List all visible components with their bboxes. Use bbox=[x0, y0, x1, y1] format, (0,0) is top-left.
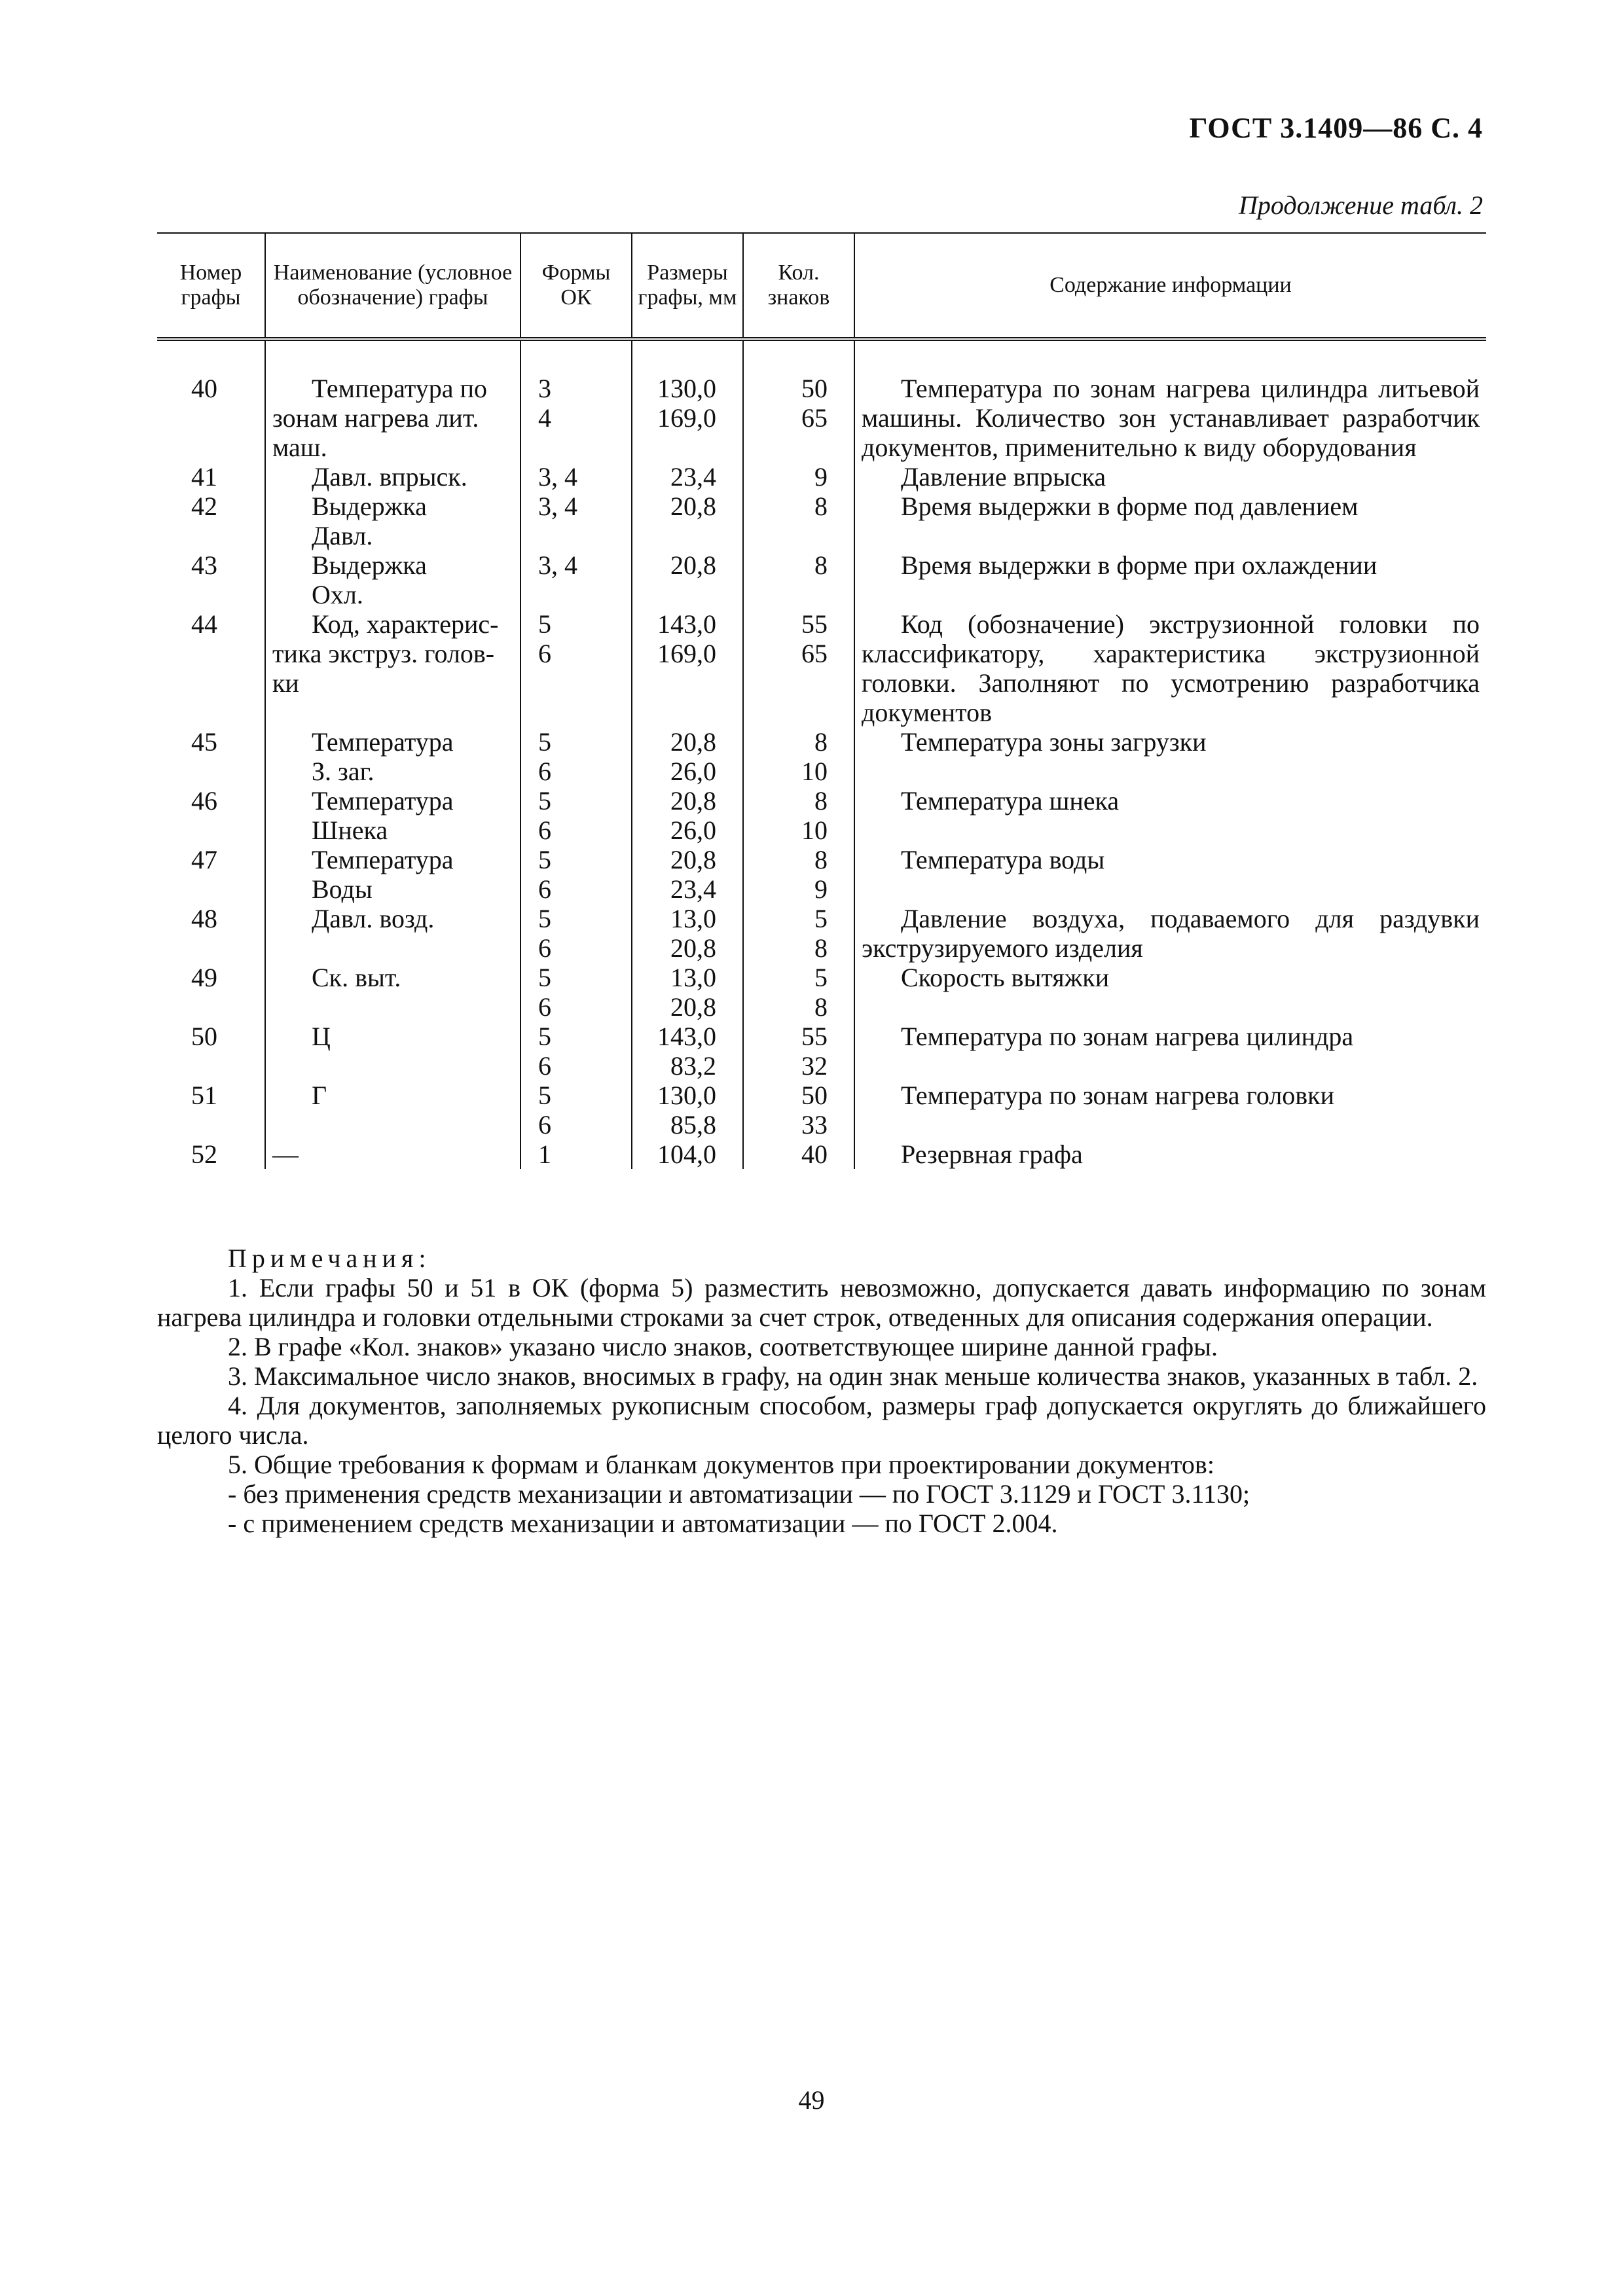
cell-line: 13,0 bbox=[670, 963, 716, 992]
cell-char-count bbox=[743, 492, 854, 550]
table-row bbox=[157, 727, 1486, 786]
cell-number: 43 bbox=[191, 550, 217, 580]
table-row bbox=[157, 462, 1486, 492]
cell-size bbox=[632, 963, 743, 1022]
cell-size bbox=[632, 1022, 743, 1081]
cell-line: Охл. bbox=[312, 580, 363, 609]
cell-info bbox=[854, 492, 1486, 550]
cell-number: 52 bbox=[191, 1139, 217, 1169]
cell-size bbox=[632, 339, 743, 462]
cell-line: 5 bbox=[814, 904, 828, 933]
table-continuation-label: Продолжение табл. 2 bbox=[1238, 190, 1483, 220]
cell-number: 46 bbox=[191, 786, 217, 816]
cell-char-count bbox=[743, 963, 854, 1022]
note-item: 4. Для документов, заполняемых рукописным способом, размеры граф допускается округлять до ближайшего целого числа. bbox=[157, 1391, 1486, 1450]
cell-size bbox=[632, 462, 743, 492]
table-row bbox=[157, 1022, 1486, 1081]
cell-char-count bbox=[743, 462, 854, 492]
cell-info bbox=[854, 845, 1486, 904]
col-header-char-count: Кол. знаков bbox=[743, 233, 854, 339]
cell-forms bbox=[520, 963, 632, 1022]
cell-line: 50 bbox=[801, 1081, 828, 1110]
cell-name bbox=[265, 462, 520, 492]
cell-info bbox=[854, 963, 1486, 1022]
cell-name bbox=[265, 904, 520, 963]
cell-line: 6 bbox=[538, 933, 551, 963]
cell-line: З. заг. bbox=[312, 757, 374, 786]
cell-line: зонам нагрева лит. bbox=[272, 403, 479, 433]
cell-char-count bbox=[743, 786, 854, 845]
cell-line: 83,2 bbox=[670, 1051, 716, 1081]
cell-line: 85,8 bbox=[670, 1110, 716, 1139]
cell-line: 5 bbox=[538, 1022, 551, 1051]
cell-forms bbox=[520, 609, 632, 727]
table-row bbox=[157, 609, 1486, 727]
cell-line: 55 bbox=[801, 609, 828, 639]
columns-table bbox=[157, 232, 1486, 1169]
cell-name bbox=[265, 845, 520, 904]
cell-line: 169,0 bbox=[657, 639, 716, 668]
col-header-forms: Формы ОК bbox=[520, 233, 632, 339]
cell-size bbox=[632, 1139, 743, 1169]
cell-line: 55 bbox=[801, 1022, 828, 1051]
table-row bbox=[157, 1081, 1486, 1139]
cell-char-count bbox=[743, 845, 854, 904]
cell-name bbox=[265, 727, 520, 786]
note-item: 3. Максимальное число знаков, вносимых в графу, на один знак меньше количества знаков, указанных в табл. 2. bbox=[228, 1361, 1478, 1391]
table-body bbox=[157, 339, 1486, 1169]
cell-name bbox=[265, 1081, 520, 1139]
cell-line: 8 bbox=[814, 992, 828, 1022]
table-row bbox=[157, 339, 1486, 462]
cell-line: 130,0 bbox=[657, 1081, 716, 1110]
cell-line: 104,0 bbox=[657, 1139, 716, 1169]
cell-line: 20,8 bbox=[670, 786, 716, 816]
cell-size bbox=[632, 845, 743, 904]
table-row bbox=[157, 550, 1486, 609]
cell-info bbox=[854, 1139, 1486, 1169]
cell-line: 8 bbox=[814, 550, 828, 580]
cell-forms bbox=[520, 1139, 632, 1169]
page-number: 49 bbox=[798, 2085, 825, 2115]
cell-name bbox=[265, 1139, 520, 1169]
cell-line: 6 bbox=[538, 757, 551, 786]
cell-line: Воды bbox=[312, 874, 373, 904]
cell-info-text: Температура по зонам нагрева цилиндра bbox=[901, 1022, 1354, 1051]
cell-name bbox=[265, 786, 520, 845]
cell-number: 47 bbox=[191, 845, 217, 874]
cell-line: Код, характерис- bbox=[312, 609, 499, 639]
cell-number: 40 bbox=[191, 374, 217, 403]
cell-line: 20,8 bbox=[670, 492, 716, 521]
notes-title: Примечания: bbox=[228, 1244, 431, 1273]
cell-line: 5 bbox=[538, 786, 551, 816]
cell-line: 20,8 bbox=[670, 845, 716, 874]
cell-line: Давл. bbox=[312, 521, 373, 550]
cell-size bbox=[632, 786, 743, 845]
cell-line: Выдержка bbox=[312, 550, 427, 580]
cell-line: Шнека bbox=[312, 816, 388, 845]
cell-line: 5 bbox=[538, 727, 551, 757]
cell-line: 3, 4 bbox=[538, 492, 577, 521]
cell-line: 50 bbox=[801, 374, 828, 403]
cell-forms bbox=[520, 904, 632, 963]
cell-size bbox=[632, 550, 743, 609]
cell-forms bbox=[520, 1081, 632, 1139]
cell-line: 6 bbox=[538, 816, 551, 845]
cell-line: 20,8 bbox=[670, 727, 716, 757]
note-item: 5. Общие требования к формам и бланкам документов при проектировании документов: bbox=[228, 1450, 1214, 1479]
cell-info-text: Скорость вытяжки bbox=[901, 963, 1110, 992]
cell-line: ки bbox=[272, 668, 299, 698]
table-row bbox=[157, 963, 1486, 1022]
table-row bbox=[157, 492, 1486, 550]
cell-line: 33 bbox=[801, 1110, 828, 1139]
cell-forms bbox=[520, 1022, 632, 1081]
cell-name bbox=[265, 339, 520, 462]
cell-info bbox=[854, 904, 1486, 963]
cell-line: 3, 4 bbox=[538, 550, 577, 580]
cell-line: 1 bbox=[538, 1139, 551, 1169]
cell-forms bbox=[520, 550, 632, 609]
cell-info-text: Температура шнека bbox=[901, 786, 1120, 816]
cell-name bbox=[265, 609, 520, 727]
note-bullet: - без применения средств механизации и автоматизации — по ГОСТ 3.1129 и ГОСТ 3.1130; bbox=[228, 1479, 1250, 1509]
cell-line: 10 bbox=[801, 816, 828, 845]
cell-line: — bbox=[272, 1139, 299, 1169]
cell-info bbox=[854, 727, 1486, 786]
note-item: 1. Если графы 50 и 51 в ОК (форма 5) разместить невозможно, допускается давать информацию по зонам нагрева цилиндра и головки отдельными строками за счет строк, отведенных для описания содержания операции. bbox=[157, 1273, 1486, 1332]
cell-line: 13,0 bbox=[670, 904, 716, 933]
cell-line: 5 bbox=[538, 963, 551, 992]
cell-info bbox=[854, 1022, 1486, 1081]
cell-line: 5 bbox=[814, 963, 828, 992]
cell-line: Температура bbox=[312, 845, 454, 874]
cell-line: 8 bbox=[814, 786, 828, 816]
cell-line: 6 bbox=[538, 992, 551, 1022]
cell-char-count bbox=[743, 609, 854, 727]
cell-line: 5 bbox=[538, 1081, 551, 1110]
col-header-size: Размеры графы, мм bbox=[632, 233, 743, 339]
cell-line: 169,0 bbox=[657, 403, 716, 433]
cell-line: 6 bbox=[538, 874, 551, 904]
cell-line: Давл. впрыск. bbox=[312, 462, 467, 492]
cell-line: Температура по bbox=[312, 374, 487, 403]
cell-line: 23,4 bbox=[670, 874, 716, 904]
cell-number: 48 bbox=[191, 904, 217, 933]
cell-char-count bbox=[743, 1022, 854, 1081]
cell-line: Температура bbox=[312, 727, 454, 757]
cell-size bbox=[632, 904, 743, 963]
notes-section bbox=[157, 1244, 1486, 1538]
cell-char-count bbox=[743, 1081, 854, 1139]
cell-number: 44 bbox=[191, 609, 217, 639]
cell-line: 3, 4 bbox=[538, 462, 577, 492]
cell-size bbox=[632, 1081, 743, 1139]
cell-name bbox=[265, 492, 520, 550]
cell-line: 23,4 bbox=[670, 462, 716, 492]
cell-info-text: Давление воздуха, подаваемого для раздувки экструзируемого изделия bbox=[862, 904, 1480, 963]
cell-info-text: Температура по зонам нагрева цилиндра литьевой машины. Количество зон устанавливает разработчик документов, применительно к виду оборудования bbox=[862, 374, 1480, 462]
cell-line: Выдержка bbox=[312, 492, 427, 521]
cell-line: Ц bbox=[312, 1022, 331, 1051]
cell-line: 8 bbox=[814, 933, 828, 963]
cell-char-count bbox=[743, 339, 854, 462]
cell-line: 32 bbox=[801, 1051, 828, 1081]
cell-forms bbox=[520, 462, 632, 492]
cell-number: 51 bbox=[191, 1081, 217, 1110]
cell-info bbox=[854, 786, 1486, 845]
cell-line: 40 bbox=[801, 1139, 828, 1169]
cell-name bbox=[265, 1022, 520, 1081]
cell-line: 4 bbox=[538, 403, 551, 433]
cell-info-text: Температура зоны загрузки bbox=[901, 727, 1207, 757]
cell-name bbox=[265, 963, 520, 1022]
cell-info bbox=[854, 550, 1486, 609]
cell-info-text: Давление впрыска bbox=[901, 462, 1106, 492]
cell-line: 9 bbox=[814, 874, 828, 904]
cell-info bbox=[854, 462, 1486, 492]
cell-char-count bbox=[743, 904, 854, 963]
cell-forms bbox=[520, 339, 632, 462]
cell-info bbox=[854, 1081, 1486, 1139]
cell-line: 5 bbox=[538, 845, 551, 874]
note-bullet: - с применением средств механизации и автоматизации — по ГОСТ 2.004. bbox=[228, 1509, 1058, 1538]
cell-line: 65 bbox=[801, 639, 828, 668]
cell-line: 6 bbox=[538, 639, 551, 668]
cell-char-count bbox=[743, 550, 854, 609]
cell-size bbox=[632, 492, 743, 550]
cell-line: 26,0 bbox=[670, 816, 716, 845]
cell-line: 20,8 bbox=[670, 992, 716, 1022]
table-row bbox=[157, 904, 1486, 963]
cell-info-text: Резервная графа bbox=[901, 1139, 1083, 1169]
cell-forms bbox=[520, 786, 632, 845]
cell-number: 45 bbox=[191, 727, 217, 757]
cell-line: 20,8 bbox=[670, 933, 716, 963]
cell-line: 130,0 bbox=[657, 374, 716, 403]
cell-forms bbox=[520, 492, 632, 550]
cell-name bbox=[265, 550, 520, 609]
cell-line: Г bbox=[312, 1081, 327, 1110]
cell-info-text: Температура по зонам нагрева головки bbox=[901, 1081, 1335, 1110]
cell-line: 65 bbox=[801, 403, 828, 433]
cell-line: 143,0 bbox=[657, 609, 716, 639]
cell-size bbox=[632, 609, 743, 727]
cell-forms bbox=[520, 727, 632, 786]
cell-number: 42 bbox=[191, 492, 217, 521]
cell-line: Давл. возд. bbox=[312, 904, 435, 933]
cell-size bbox=[632, 727, 743, 786]
cell-line: 6 bbox=[538, 1051, 551, 1081]
cell-char-count bbox=[743, 1139, 854, 1169]
cell-line: тика экструз. голов- bbox=[272, 639, 495, 668]
cell-line: 8 bbox=[814, 727, 828, 757]
cell-line: 9 bbox=[814, 462, 828, 492]
cell-info-text: Температура воды bbox=[901, 845, 1105, 874]
cell-line: 5 bbox=[538, 904, 551, 933]
cell-line: 26,0 bbox=[670, 757, 716, 786]
cell-forms bbox=[520, 845, 632, 904]
cell-line: 8 bbox=[814, 845, 828, 874]
table-row bbox=[157, 786, 1486, 845]
cell-line: Ск. выт. bbox=[312, 963, 401, 992]
cell-line: Температура bbox=[312, 786, 454, 816]
cell-line: 3 bbox=[538, 374, 551, 403]
table-row bbox=[157, 845, 1486, 904]
cell-line: 143,0 bbox=[657, 1022, 716, 1051]
cell-info bbox=[854, 609, 1486, 727]
cell-line: 20,8 bbox=[670, 550, 716, 580]
cell-line: 8 bbox=[814, 492, 828, 521]
cell-info-text: Время выдержки в форме под давлением bbox=[901, 492, 1359, 521]
col-header-name: Наименование (условное обозначение) графы bbox=[265, 233, 520, 339]
col-header-info: Содержание информации bbox=[854, 233, 1486, 339]
cell-number: 50 bbox=[191, 1022, 217, 1051]
cell-info bbox=[854, 339, 1486, 462]
cell-line: 10 bbox=[801, 757, 828, 786]
cell-info-text: Время выдержки в форме при охлаждении bbox=[901, 550, 1377, 580]
table-row bbox=[157, 1139, 1486, 1169]
running-head: ГОСТ 3.1409—86 С. 4 bbox=[1189, 112, 1483, 144]
table-header-row bbox=[157, 233, 1486, 339]
col-header-number: Номер графы bbox=[157, 233, 265, 339]
cell-char-count bbox=[743, 727, 854, 786]
cell-info-text: Код (обозначение) экструзионной головки по классификатору, характеристика экструзионной головки. Заполняют по усмотрению разработчика документов bbox=[862, 609, 1480, 727]
cell-line: 5 bbox=[538, 609, 551, 639]
cell-line: маш. bbox=[272, 433, 327, 462]
note-item: 2. В графе «Кол. знаков» указано число знаков, соответствующее ширине данной графы. bbox=[228, 1332, 1218, 1361]
cell-line: 6 bbox=[538, 1110, 551, 1139]
cell-number: 41 bbox=[191, 462, 217, 492]
cell-number: 49 bbox=[191, 963, 217, 992]
